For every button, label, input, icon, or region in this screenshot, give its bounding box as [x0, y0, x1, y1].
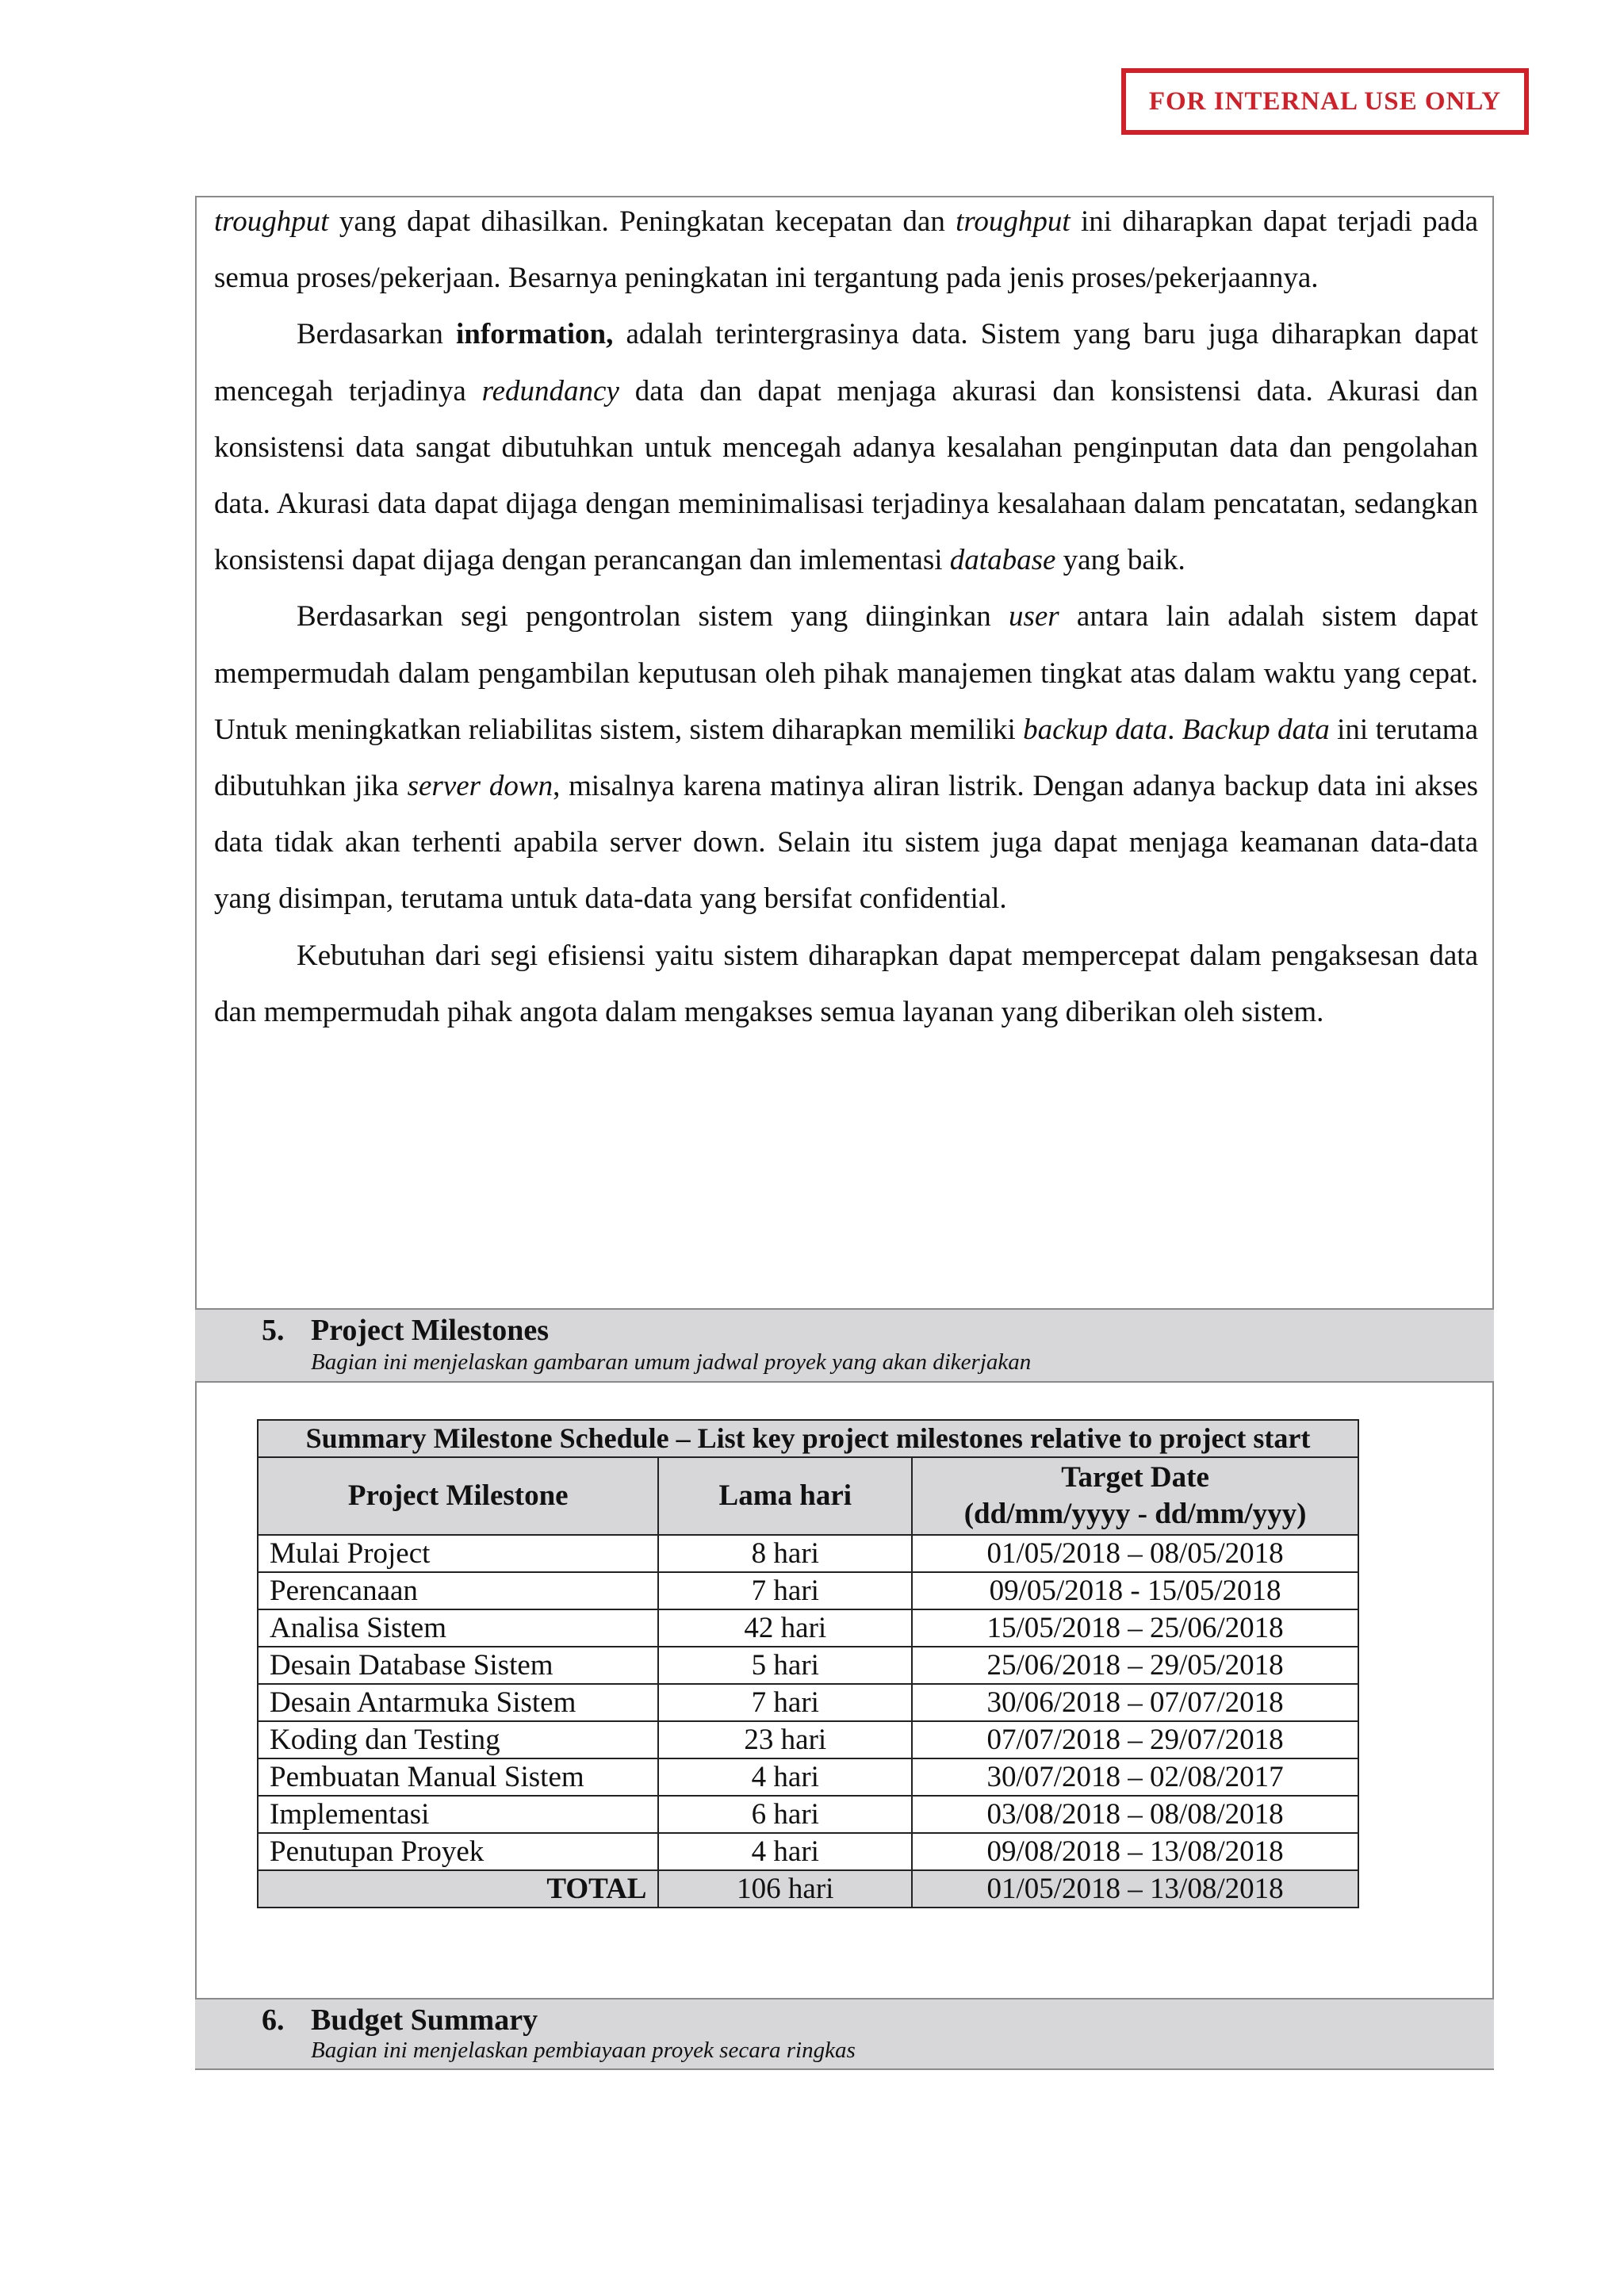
- paragraph-information: [214, 306, 1478, 588]
- section-title: [262, 2003, 538, 2038]
- cell-target: 15/05/2018 – 25/06/2018: [912, 1609, 1358, 1647]
- term-redundancy: redundancy: [481, 374, 619, 408]
- table-row: [258, 1833, 1358, 1870]
- cell-days: 4 hari: [658, 1758, 912, 1796]
- cell-days: 5 hari: [658, 1647, 912, 1684]
- term-backup-data: backup data: [1023, 713, 1168, 746]
- cell-target: 30/06/2018 – 07/07/2018: [912, 1684, 1358, 1721]
- text-run: .: [1167, 713, 1182, 746]
- cell-milestone: Implementasi: [258, 1796, 658, 1833]
- cell-total-target: 01/05/2018 – 13/08/2018: [912, 1870, 1358, 1908]
- cell-days: 42 hari: [658, 1609, 912, 1647]
- section-heading: Project Milestones: [311, 1314, 550, 1347]
- term-database: database: [949, 544, 1056, 577]
- cell-target: 09/08/2018 – 13/08/2018: [912, 1833, 1358, 1870]
- cell-days: 6 hari: [658, 1796, 912, 1833]
- text-run: ini terutama dibutuhkan jika: [214, 713, 1478, 803]
- text-run: Berdasarkan: [297, 318, 457, 351]
- cell-target: 25/06/2018 – 29/05/2018: [912, 1647, 1358, 1684]
- cell-days: 4 hari: [658, 1833, 912, 1870]
- cell-target: 03/08/2018 – 08/08/2018: [912, 1796, 1358, 1833]
- text-run: ini diharapkan dapat terjadi pada semua proses/pekerjaan. Besarnya peningkatan ini tergantung pada jenis proses/pekerjaannya.: [214, 205, 1478, 295]
- header-days: Lama hari: [658, 1457, 912, 1535]
- cell-milestone: Koding dan Testing: [258, 1721, 658, 1758]
- cell-milestone: Perencanaan: [258, 1572, 658, 1609]
- term-throughput: troughput: [214, 205, 329, 238]
- term-server-down: server down: [407, 770, 553, 803]
- cell-milestone: Penutupan Proyek: [258, 1833, 658, 1870]
- term-backup-data: Backup data: [1182, 713, 1330, 746]
- table-row: [258, 1758, 1358, 1796]
- cell-target: 09/05/2018 - 15/05/2018: [912, 1572, 1358, 1609]
- cell-days: 8 hari: [658, 1535, 912, 1572]
- text-run: antara lain adalah sistem dapat mempermudah dalam pengambilan keputusan oleh pihak manajemen tingkat atas dalam waktu yang cepat. Untuk meningkatkan reliabilitas sistem, sistem diharapkan memiliki: [214, 600, 1478, 746]
- table-row: [258, 1684, 1358, 1721]
- section-project-milestones: [195, 1308, 1494, 1383]
- table-total-row: [258, 1870, 1358, 1908]
- milestone-schedule-table: [257, 1419, 1359, 1908]
- section-heading: Budget Summary: [311, 2003, 538, 2037]
- text-run: , misalnya karena matinya aliran listrik. Dengan adanya backup data ini akses data tidak akan terhenti apabila server down. Selain itu sistem juga dapat menjaga keamanan data-data yang disimpan, terutama untuk data-data yang bersifat confidential.: [214, 770, 1478, 916]
- text-run: yang baik.: [1055, 544, 1185, 577]
- table-row: [258, 1721, 1358, 1758]
- internal-use-stamp: FOR INTERNAL USE ONLY: [1121, 68, 1529, 135]
- table-row: [258, 1535, 1358, 1572]
- cell-target: 30/07/2018 – 02/08/2017: [912, 1758, 1358, 1796]
- cell-target: 01/05/2018 – 08/05/2018: [912, 1535, 1358, 1572]
- table-header-row: [258, 1457, 1358, 1535]
- section-number: 5.: [262, 1314, 285, 1347]
- cell-days: 7 hari: [658, 1684, 912, 1721]
- cell-total-days: 106 hari: [658, 1870, 912, 1908]
- header-target-line2: (dd/mm/yyyy - dd/mm/yyy): [963, 1498, 1307, 1530]
- cell-total-label: TOTAL: [258, 1870, 658, 1908]
- cell-days: 23 hari: [658, 1721, 912, 1758]
- text-run: yang dapat dihasilkan. Peningkatan kecepatan dan: [328, 205, 956, 238]
- section-subtitle: Bagian ini menjelaskan gambaran umum jadwal proyek yang akan dikerjakan: [311, 1349, 1032, 1375]
- section-budget-summary: [195, 1998, 1494, 2070]
- requirements-text: [214, 193, 1478, 1040]
- table-caption: Summary Milestone Schedule – List key project milestones relative to project start: [258, 1420, 1358, 1457]
- cell-milestone: Analisa Sistem: [258, 1609, 658, 1647]
- term-throughput: troughput: [956, 205, 1071, 238]
- text-run: data dan dapat menjaga akurasi dan konsistensi data. Akurasi dan konsistensi data sangat dibutuhkan untuk mencegah adanya kesalahan penginputan data dan pengolahan data. Akurasi data dapat dijaga dengan meminimalisasi terjadinya kesalahaan dalam pencatatan, sedangkan konsistensi dapat dijaga dengan perancangan dan imlementasi: [214, 374, 1478, 577]
- cell-days: 7 hari: [658, 1572, 912, 1609]
- table-row: [258, 1647, 1358, 1684]
- table-row: [258, 1572, 1358, 1609]
- cell-milestone: Desain Database Sistem: [258, 1647, 658, 1684]
- cell-milestone: Mulai Project: [258, 1535, 658, 1572]
- table-row: [258, 1609, 1358, 1647]
- text-run: adalah terintergrasinya data. Sistem yang baru juga diharapkan dapat mencegah terjadinya: [214, 318, 1478, 408]
- term-information: information,: [456, 318, 614, 351]
- cell-milestone: Desain Antarmuka Sistem: [258, 1684, 658, 1721]
- paragraph-efficiency: Kebutuhan dari segi efisiensi yaitu sistem diharapkan dapat mempercepat dalam pengaksesan data dan mempermudah pihak angota dalam mengakses semua layanan yang diberikan oleh sistem.: [214, 939, 1478, 1028]
- header-milestone: Project Milestone: [258, 1457, 658, 1535]
- paragraph-throughput: [214, 193, 1478, 306]
- paragraph-control: [214, 588, 1478, 927]
- section-number: 6.: [262, 2003, 285, 2037]
- header-target-date: [912, 1457, 1358, 1535]
- cell-milestone: Pembuatan Manual Sistem: [258, 1758, 658, 1796]
- text-run: Berdasarkan segi pengontrolan sistem yang diinginkan: [297, 600, 1009, 633]
- cell-target: 07/07/2018 – 29/07/2018: [912, 1721, 1358, 1758]
- header-target-line1: Target Date: [1061, 1461, 1209, 1494]
- table-row: [258, 1796, 1358, 1833]
- term-user: user: [1008, 600, 1059, 633]
- section-subtitle: Bagian ini menjelaskan pembiayaan proyek secara ringkas: [311, 2038, 856, 2063]
- section-title: [262, 1313, 549, 1348]
